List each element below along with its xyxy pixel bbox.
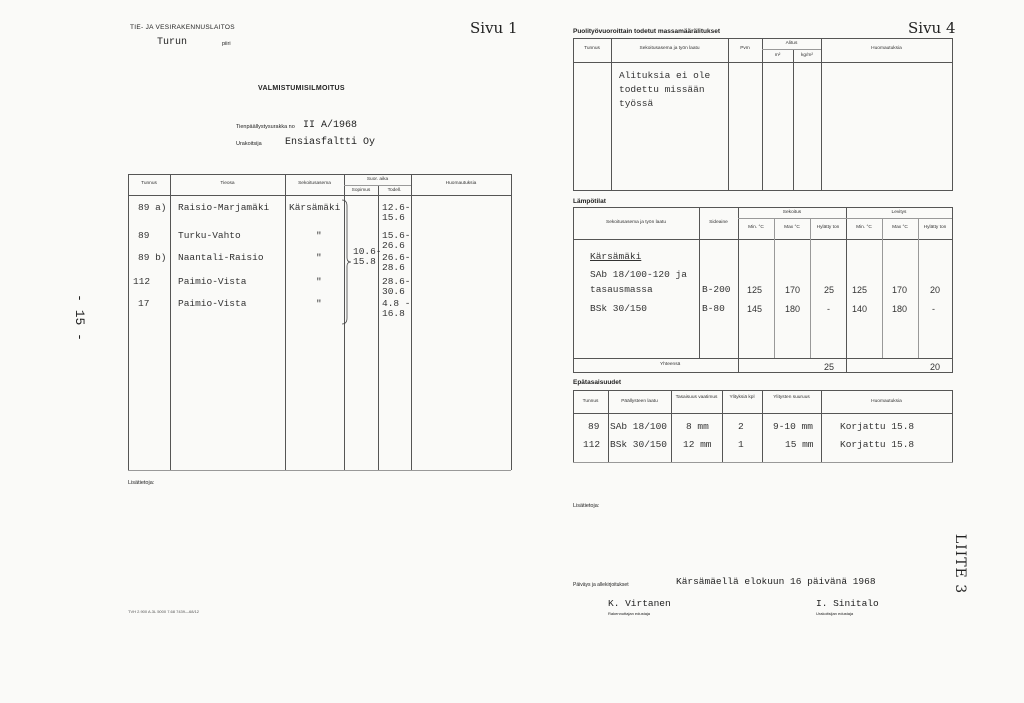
signature-label: Päiväys ja allekirjoitukset — [573, 582, 629, 588]
margin-page-number: - 15 - — [71, 294, 87, 341]
row-date-start: 4.8 - — [382, 298, 411, 309]
total-label: Yhteensä — [660, 362, 681, 367]
row-date-end: 28.6 — [382, 262, 405, 273]
row-date-end: 16.8 — [382, 308, 405, 319]
col-header-id: Tunnus — [582, 399, 599, 404]
row-road: Naantali-Raisio — [178, 252, 264, 263]
col-header-mix: Sekoitusasema ja työn laatu — [606, 220, 666, 225]
row-remarks: Korjattu 15.8 — [840, 421, 915, 432]
row-count: 1 — [738, 439, 744, 450]
row-mix-rejected: 25 — [824, 285, 835, 295]
row-date-start: 12.6- — [382, 202, 411, 213]
total-laying-rejected: 20 — [930, 362, 941, 372]
col-header-road: Tieosa — [220, 181, 235, 186]
row-id: 112 — [583, 439, 601, 450]
row-mix-max: 180 — [785, 304, 801, 314]
col-header-deficit: Alitus — [785, 41, 798, 46]
col-header-kgm2: kg/m² — [801, 53, 813, 58]
signatory-2-name: I. Sinitalo — [816, 598, 879, 609]
row-binder: B-200 — [702, 284, 731, 295]
row-road: Raisio-Marjamäki — [178, 202, 270, 213]
district-label: piiri — [222, 41, 231, 47]
col-header-mix: Sekoitusasema ja työn laatu — [639, 46, 700, 51]
page-label-right: Sivu 4 — [908, 19, 956, 37]
col-header-count: Ylityksiä kpl — [729, 395, 755, 400]
col-header-id: Tunnus — [141, 181, 157, 186]
row-surface: BSk 30/150 — [610, 439, 668, 450]
page-label-left: Sivu 1 — [470, 19, 518, 37]
deficit-note-line: Alituksia ei ole — [619, 70, 711, 81]
row-id: 89 a) — [138, 202, 167, 213]
col-header-period: Suor. aika — [366, 177, 389, 182]
row-date-end: 15.6 — [382, 212, 405, 223]
row-lay-min: 140 — [852, 304, 868, 314]
row-date-start: 26.6- — [382, 252, 411, 263]
col-header-max: Max °C — [892, 225, 908, 230]
row-mix-min: 125 — [747, 285, 763, 295]
document-title: VALMISTUMISILMOITUS — [258, 85, 345, 92]
total-mixing-rejected: 25 — [824, 362, 835, 372]
col-header-tolerance: Tasaisuus vaatimus — [675, 395, 718, 400]
row-surface: SAb 18/100 — [610, 421, 668, 432]
row-road: Turku-Vahto — [178, 230, 241, 241]
col-header-actual: Todell. — [387, 188, 402, 193]
row-binder: B-80 — [702, 303, 725, 314]
row-count: 2 — [738, 421, 744, 432]
col-header-min: Min. °C — [748, 225, 764, 230]
row-lay-rejected: 20 — [930, 285, 941, 295]
col-header-min: Min. °C — [856, 225, 872, 230]
signatory-2-role: Urakoitsijan edustaja — [816, 611, 854, 616]
col-header-size: Ylitysten suuruus — [773, 395, 810, 400]
col-header-id: Tunnus — [584, 46, 600, 51]
row-mix: tasausmassa — [590, 284, 653, 295]
row-tolerance: 8 mm — [686, 421, 709, 432]
planned-end: 15.8 — [353, 256, 376, 267]
deficit-note-line: työssä — [619, 98, 654, 109]
row-id: 89 b) — [138, 252, 167, 263]
left-extra-label: Lisätietoja: — [128, 480, 155, 486]
planned-start: 10.6- — [353, 246, 382, 257]
row-mix-min: 145 — [747, 304, 763, 314]
row-date-start: 15.6- — [382, 230, 411, 241]
bracket-mark — [340, 198, 354, 328]
row-size: 9-10 mm — [773, 421, 813, 432]
row-remarks: Korjattu 15.8 — [840, 439, 915, 450]
col-header-remarks: Huomautuksia — [871, 399, 902, 404]
deficit-note-line: todettu missään — [619, 84, 705, 95]
col-header-date: Pvm — [740, 46, 750, 51]
col-header-binder: Sideaine — [709, 220, 728, 225]
contract-number: II A/1968 — [303, 120, 358, 131]
row-id: 17 — [138, 298, 150, 309]
contract-label: Tienpäällystysurakka no — [236, 124, 295, 130]
row-plant: " — [316, 230, 322, 241]
row-id: 112 — [133, 276, 151, 287]
row-mix-rejected: - — [827, 304, 830, 314]
plant-name: Kärsämäki — [590, 251, 642, 262]
right-extra-label: Lisätietoja: — [573, 503, 600, 509]
contractor-name: Ensiasfaltti Oy — [285, 137, 376, 148]
col-header-rejected: Hylätty ton — [816, 225, 840, 230]
row-plant: " — [316, 252, 322, 263]
row-plant: " — [316, 276, 322, 287]
col-header-max: Max °C — [784, 225, 800, 230]
row-lay-rejected: - — [932, 304, 935, 314]
section-unevenness-title: Epätasaisuudet — [573, 379, 622, 386]
row-date-end: 26.6 — [382, 240, 405, 251]
agency-name: TIE- JA VESIRAKENNUSLAITOS — [130, 24, 235, 31]
row-date-end: 30.6 — [382, 286, 405, 297]
signatory-1-name: K. Virtanen — [608, 598, 671, 609]
col-header-planned: Sopimus — [351, 188, 371, 193]
row-plant: Kärsämäki — [289, 202, 341, 213]
row-id: 89 — [588, 421, 600, 432]
district-name: Turun — [157, 37, 188, 48]
row-road: Paimio-Vista — [178, 298, 247, 309]
col-header-surface: Päällysteen laatu — [621, 399, 658, 404]
row-mix-max: 170 — [785, 285, 801, 295]
row-mix: BSk 30/150 — [590, 303, 648, 314]
contractor-label: Urakoitsija — [236, 141, 262, 147]
row-date-start: 28.6- — [382, 276, 411, 287]
section-temperatures-title: Lämpötilat — [573, 198, 606, 205]
row-lay-min: 125 — [852, 285, 868, 295]
row-mix: SAb 18/100-120 ja — [590, 269, 687, 280]
row-id: 89 — [138, 230, 150, 241]
col-header-remarks: Huomautuksia — [871, 46, 902, 51]
col-header-remarks: Huomautuksia — [445, 181, 477, 186]
row-plant: " — [316, 298, 322, 309]
col-header-laying: Levitys — [891, 210, 907, 215]
signature-place-date: Kärsämäellä elokuun 16 päivänä 1968 — [676, 576, 876, 587]
printer-note: TVH 2.900 A.3L 5000 7.68 7439—68/12 — [128, 609, 200, 614]
col-header-rejected: Hylätty ton — [923, 225, 947, 230]
col-header-m2: m² — [774, 53, 781, 58]
row-size: 15 mm — [785, 439, 814, 450]
row-tolerance: 12 mm — [683, 439, 712, 450]
col-header-mixing: Sekoitus — [782, 210, 802, 215]
section-deficits-title: Puolityövuoroittain todetut massamäärälitukset — [573, 28, 721, 35]
signatory-1-role: Rakennuttajan edustaja — [608, 611, 651, 616]
row-lay-max: 180 — [892, 304, 908, 314]
row-road: Paimio-Vista — [178, 276, 247, 287]
row-lay-max: 170 — [892, 285, 908, 295]
col-header-plant: Sekoitusasema — [298, 181, 331, 186]
appendix-label: LIITE 3 — [952, 533, 969, 595]
